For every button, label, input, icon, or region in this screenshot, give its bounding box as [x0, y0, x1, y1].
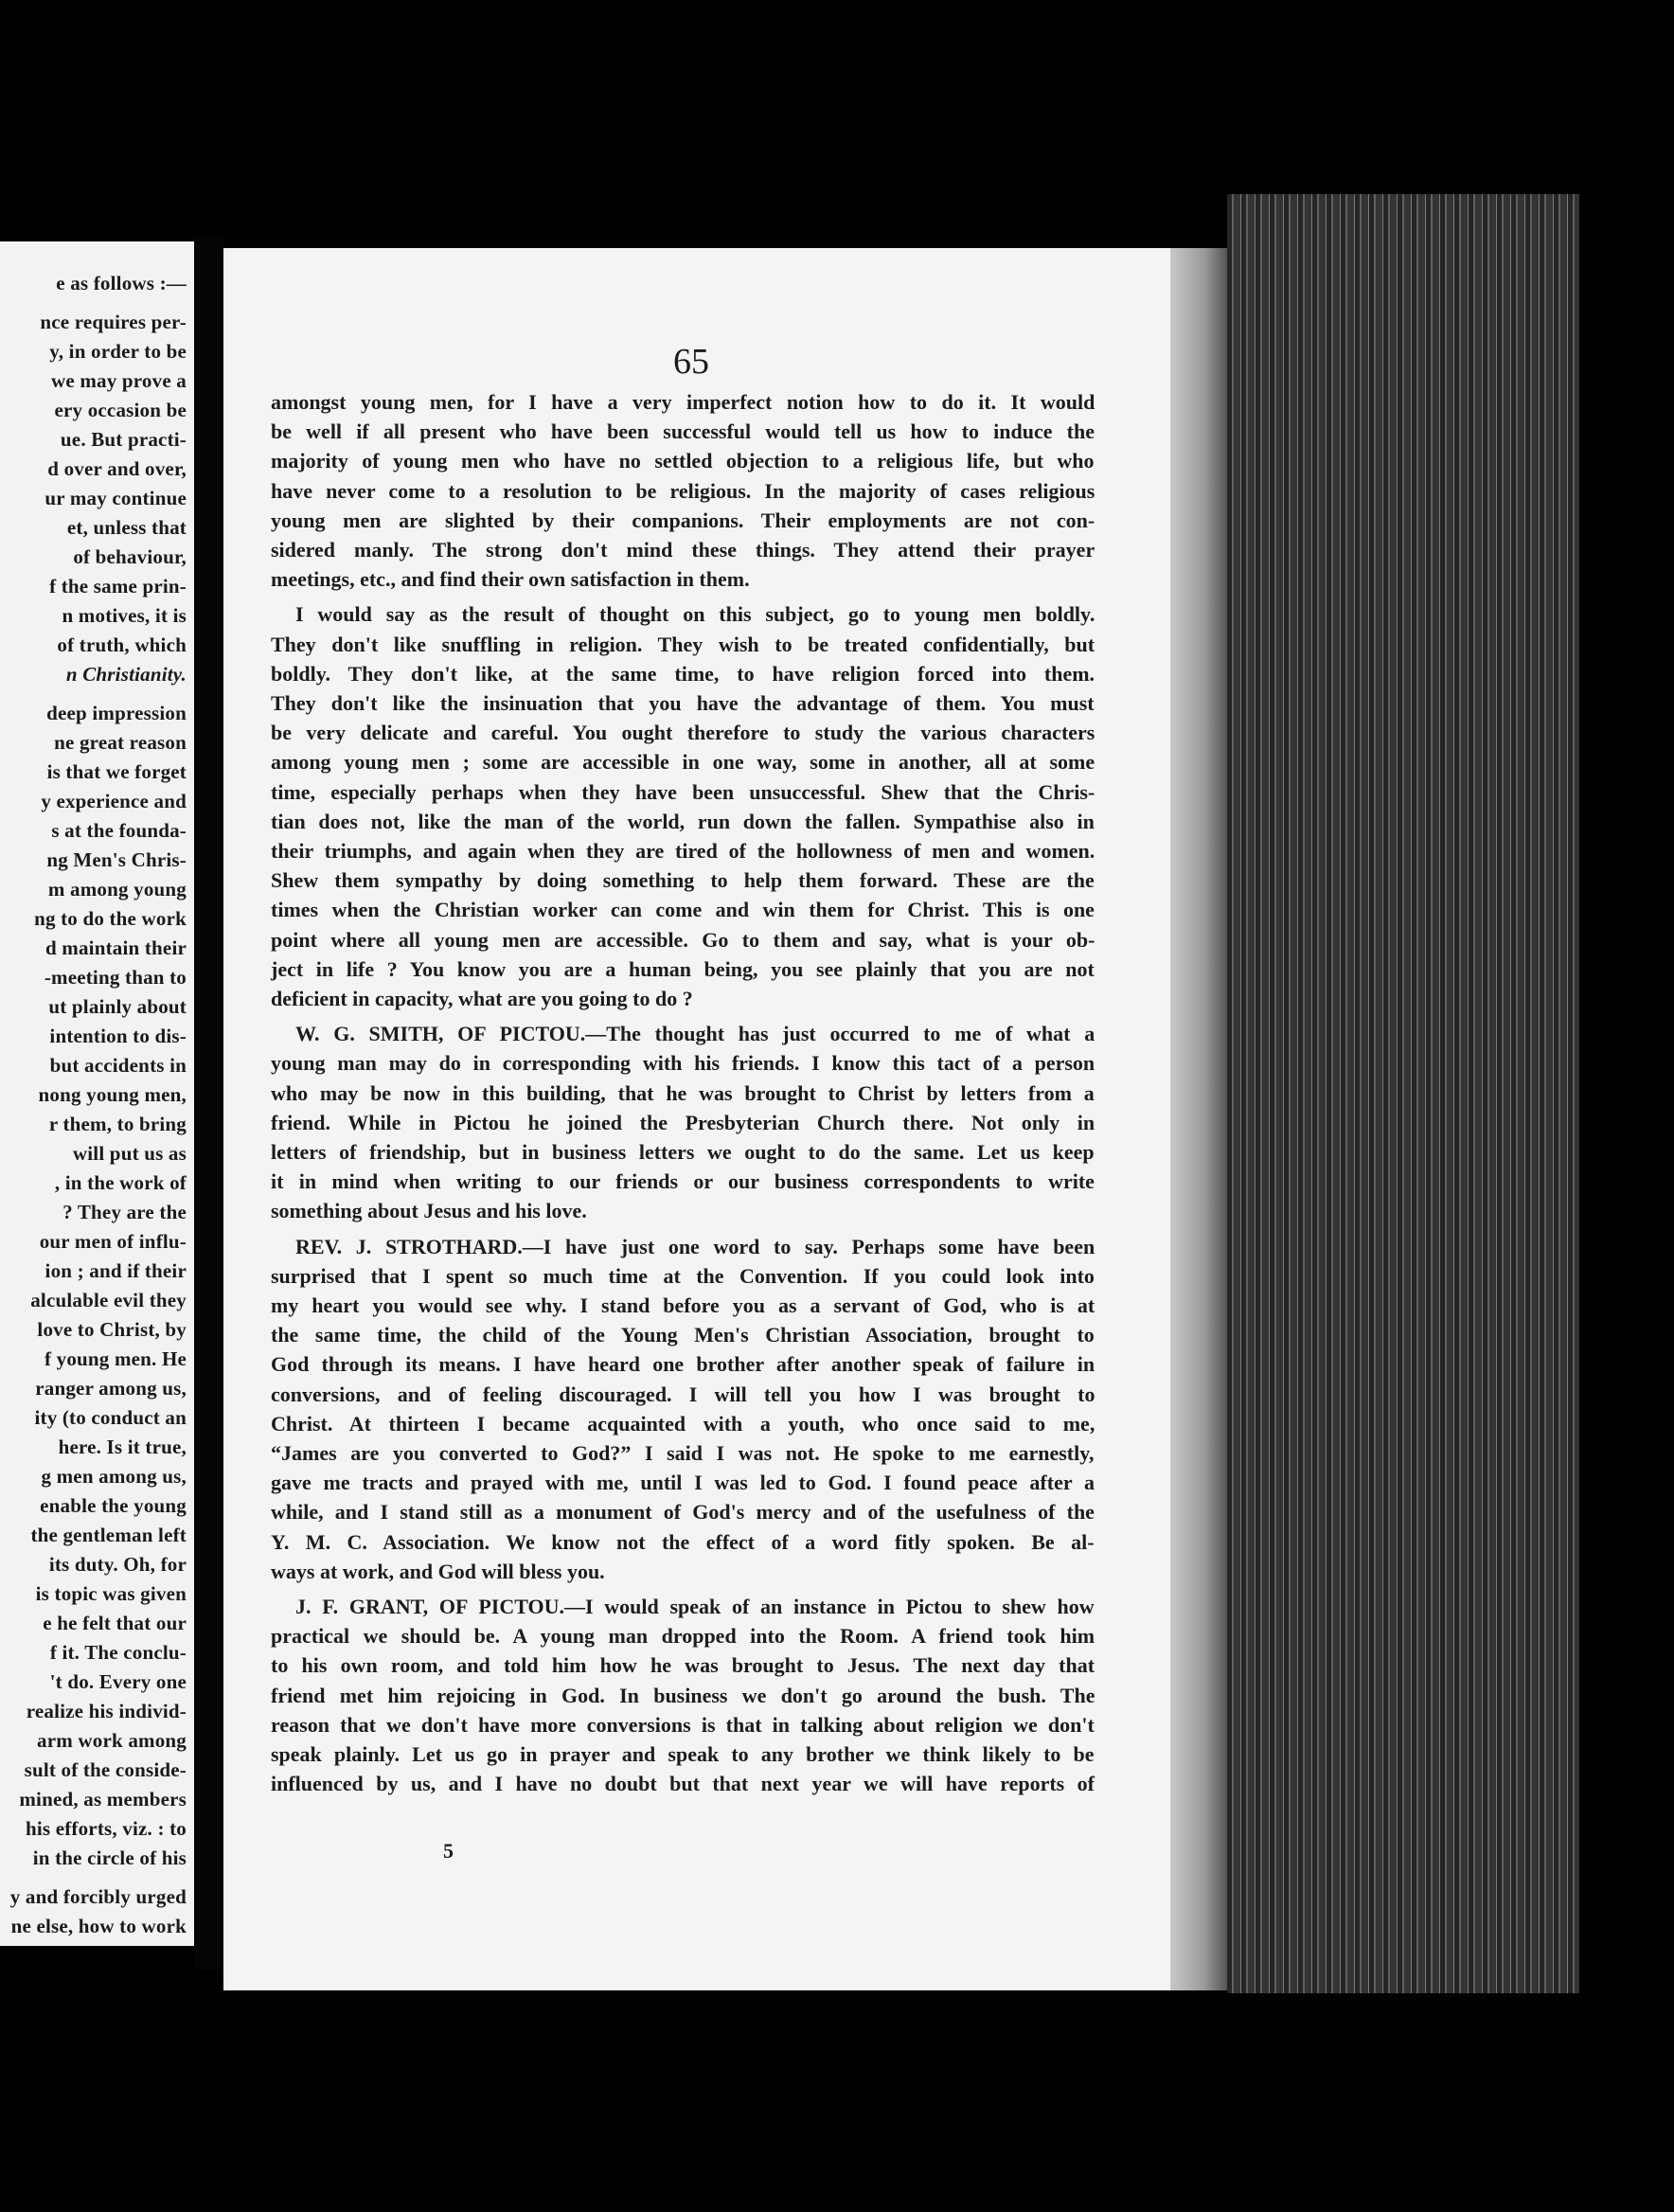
text-line: W. G. SMITH, OF PICTOU.—The thought has just occurred to me of what a [295, 1022, 1095, 1046]
left-page-text-line: y and forcibly urged [9, 1885, 187, 1908]
text-line: reason that we don't have more conversions is that in talking about religion we don't [271, 1712, 1095, 1737]
left-page-text-line: ranger among us, [35, 1377, 187, 1400]
left-page-text-line: n Christianity. [65, 663, 187, 686]
text-line: friend. While in Pictou he joined the Presbyterian Church there. Not only in [271, 1110, 1095, 1134]
left-page-text-line: but accidents in [49, 1054, 187, 1077]
left-page-text-line: his efforts, viz. : to [25, 1817, 187, 1840]
left-page-text-line: sult of the conside- [24, 1758, 187, 1781]
right-page [223, 248, 1170, 1990]
text-line: young men are slighted by their companions. Their employments are not con- [271, 508, 1095, 532]
text-line: surprised that I spent so much time at the Convention. If you could look into [271, 1263, 1095, 1288]
left-page-text-line: arm work among [37, 1729, 187, 1752]
text-line: the same time, the child of the Young Men's Christian Association, brought to [271, 1323, 1095, 1347]
page-number: 65 [673, 342, 709, 382]
text-line: letters of friendship, but in business letters we ought to do the same. Let us keep [271, 1140, 1095, 1164]
left-page-text-line: d maintain their [45, 937, 187, 959]
book-page-edges [1227, 194, 1579, 1993]
text-line: among young men ; some are accessible in one way, some in another, all at some [271, 750, 1095, 775]
text-line: ways at work, and God will bless you. [271, 1559, 605, 1583]
left-page-text-line: et, unless that [66, 516, 187, 539]
text-line: have never come to a resolution to be religious. In the majority of cases religious [271, 478, 1095, 503]
left-page-text-line: m among young [47, 878, 187, 901]
text-line: Christ. At thirteen I became acquainted with a youth, who once said to me, [271, 1411, 1095, 1436]
text-line: REV. J. STROTHARD.—I have just one word to say. Perhaps some have been [295, 1234, 1095, 1258]
text-line: conversions, and of feeling discouraged. I will tell you how I was brought to [271, 1382, 1095, 1406]
left-page-text-line: ue. But practi- [60, 428, 187, 451]
signature-mark: 5 [443, 1839, 454, 1863]
left-page-text-line: in the circle of his [32, 1846, 187, 1869]
left-page-text-line: will put us as [72, 1142, 187, 1165]
left-page-text-line: the gentleman left [30, 1524, 187, 1546]
text-line: it in mind when writing to our friends or our business correspondents to write [271, 1169, 1095, 1194]
left-page-text-line: ng Men's Chris- [46, 848, 187, 871]
left-page-text-line: ng to do the work [34, 907, 187, 930]
text-line: gave me tracts and prayed with me, until I was led to God. I found peace after a [271, 1471, 1095, 1495]
left-page-text-line: love to Christ, by [37, 1318, 187, 1341]
text-line: “James are you converted to God?” I said I was not. He spoke to me earnestly, [271, 1441, 1095, 1465]
left-page-text-line: nce requires per- [40, 311, 187, 333]
left-page-text-line: d over and over, [47, 457, 187, 480]
text-line: be well if all present who have been successful would tell us how to induce the [271, 419, 1095, 444]
text-line: God through its means. I have heard one brother after another speak of failure in [271, 1352, 1095, 1377]
left-page-text-line: ne else, how to work [10, 1915, 187, 1937]
left-page-text-line: ity (to conduct an [34, 1406, 187, 1429]
book-gutter [194, 237, 224, 1970]
left-page-text-line: ne great reason [54, 731, 187, 754]
left-page-text-line: ur may continue [45, 487, 187, 509]
text-line: speak plainly. Let us go in prayer and speak to any brother we think likely to be [271, 1742, 1095, 1766]
left-page-text-line: alculable evil they [30, 1289, 187, 1311]
left-page-text-line: mined, as members [19, 1788, 187, 1811]
text-line: majority of young men who have no settled objection to a religious life, but who [271, 449, 1095, 473]
left-page-text-line: our men of influ- [39, 1230, 187, 1253]
left-page-text-line: n motives, it is [62, 604, 187, 627]
text-line: I would say as the result of thought on this subject, go to young men boldly. [295, 602, 1095, 627]
left-page-text-line: is topic was given [35, 1582, 187, 1605]
text-line: Y. M. C. Association. We know not the effect of a word fitly spoken. Be al- [271, 1529, 1095, 1554]
left-page-text-line: of behaviour, [73, 545, 187, 568]
text-line: meetings, etc., and find their own satisfaction in them. [271, 567, 750, 592]
left-page-text-line: ut plainly about [48, 995, 187, 1018]
page-curl-edge [1170, 248, 1227, 1990]
text-line: amongst young men, for I have a very imperfect notion how to do it. It would [271, 390, 1095, 414]
left-page-text-line: -meeting than to [44, 966, 187, 989]
text-line: who may be now in this building, that he was brought to Christ by letters from a [271, 1080, 1095, 1105]
text-line: time, especially perhaps when they have been unsuccessful. Shew that the Chris- [271, 779, 1095, 804]
text-line: deficient in capacity, what are you going to do ? [271, 987, 693, 1010]
text-line: influenced by us, and I have no doubt but that next year we will have reports of [271, 1772, 1095, 1796]
left-page-text-line: its duty. Oh, for [48, 1553, 187, 1576]
left-page-text-line: s at the founda- [51, 819, 187, 842]
left-page-text-line: r them, to bring [48, 1113, 187, 1135]
left-page-text-line: 't do. Every one [49, 1670, 187, 1693]
text-line: my heart you would see why. I stand before you as a servant of God, who is at [271, 1293, 1095, 1317]
text-line: while, and I stand still as a monument of God's mercy and of the usefulness of the [271, 1500, 1095, 1525]
text-line: tian does not, like the man of the world, run down the fallen. Sympathise also in [271, 809, 1095, 833]
left-page-text-line: intention to dis- [49, 1025, 187, 1047]
text-line: to his own room, and told him how he was brought to Jesus. The next day that [271, 1653, 1095, 1678]
left-page-text-line: is that we forget [46, 760, 187, 783]
left-page-text-line: e as follows :— [56, 272, 187, 294]
text-line: something about Jesus and his love. [271, 1199, 587, 1223]
left-page-text-line: enable the young [40, 1494, 187, 1517]
text-line: boldly. They don't like, at the same time, to have religion forced into them. [271, 661, 1095, 686]
left-page-text-line: here. Is it true, [58, 1436, 187, 1458]
left-page-text-line: nong young men, [38, 1083, 187, 1106]
left-page-text-line: e he felt that our [43, 1612, 187, 1634]
text-line: They don't like the insinuation that you have the advantage of them. You must [271, 691, 1095, 715]
left-page-text-line: of truth, which [57, 633, 187, 656]
left-page-text-line: f young men. He [45, 1347, 187, 1370]
left-page-text-line: ? They are the [62, 1201, 187, 1223]
left-page-text-line: g men among us, [41, 1465, 187, 1488]
left-page-text-line: we may prove a [51, 369, 187, 392]
text-line: young man may do in corresponding with his friends. I know this tact of a person [271, 1051, 1095, 1076]
text-line: They don't like snuffling in religion. They wish to be treated confidentially, but [271, 632, 1095, 656]
left-page-text-line: deep impression [46, 702, 187, 724]
text-line: Shew them sympathy by doing something to help them forward. These are the [271, 868, 1095, 893]
text-line: times when the Christian worker can come and win them for Christ. This is one [271, 898, 1095, 922]
left-page-text-line: y experience and [41, 790, 187, 812]
left-page-text-line: ery occasion be [54, 399, 187, 421]
left-page-text-line: y, in order to be [49, 340, 187, 363]
text-line: sidered manly. The strong don't mind these things. They attend their prayer [271, 538, 1095, 562]
left-page [0, 241, 194, 1946]
text-line: be very delicate and careful. You ought therefore to study the various characters [271, 721, 1095, 745]
text-line: friend met him rejoicing in God. In business we don't go around the bush. The [271, 1683, 1095, 1707]
left-page-text-line: f the same prin- [49, 575, 187, 598]
text-line: their triumphs, and again when they are tired of the hollowness of men and women. [271, 839, 1095, 863]
text-line: practical we should be. A young man dropped into the Room. A friend took him [271, 1624, 1095, 1649]
left-page-text-line: , in the work of [54, 1171, 187, 1194]
text-line: point where all young men are accessible. Go to them and say, what is your ob- [271, 927, 1095, 952]
left-page-text-line: f it. The conclu- [49, 1641, 187, 1664]
left-page-text-line: realize his individ- [26, 1700, 187, 1722]
text-line: J. F. GRANT, OF PICTOU.—I would speak of an instance in Pictou to shew how [295, 1595, 1095, 1618]
left-page-text-line: ion ; and if their [45, 1259, 187, 1282]
text-line: ject in life ? You know you are a human being, you see plainly that you are not [271, 956, 1095, 981]
